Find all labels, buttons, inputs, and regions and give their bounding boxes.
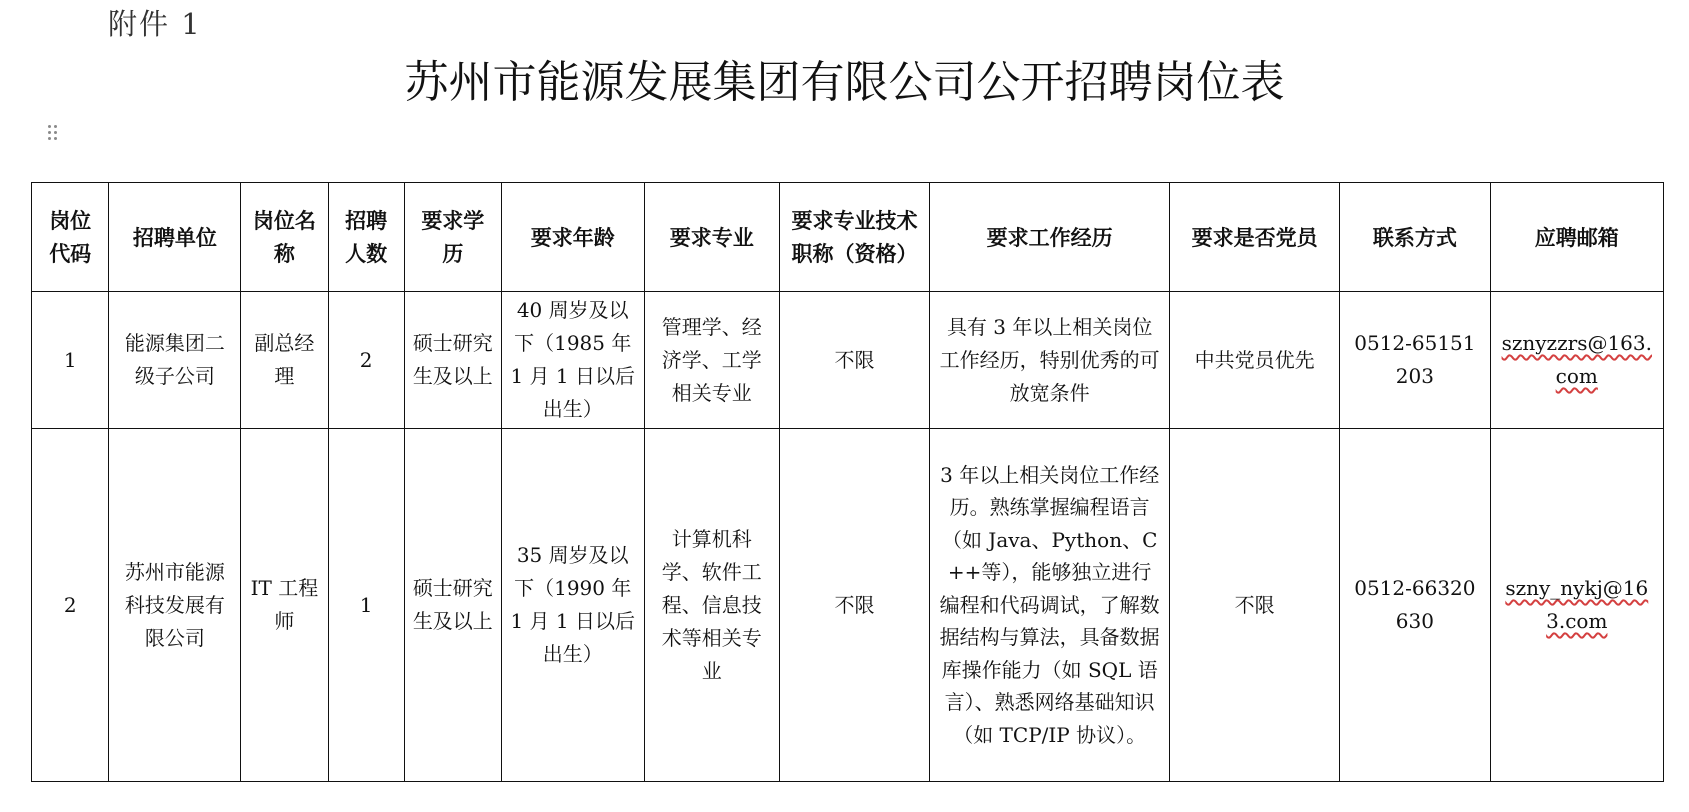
header-title-req: 要求专业技术职称（资格） [779,183,929,292]
cell-code: 1 [32,292,109,429]
email-link[interactable]: sznyzzrs@163.com [1501,331,1652,388]
email-link[interactable]: szny_nykj@163.com [1505,576,1649,633]
header-code: 岗位代码 [32,183,109,292]
table-move-handle-icon[interactable] [48,125,58,141]
job-table [31,182,1664,782]
cell-unit: 苏州市能源科技发展有限公司 [109,429,241,782]
attachment-label: 附件 1 [108,7,202,41]
header-count: 招聘人数 [328,183,404,292]
cell-experience: 3 年以上相关岗位工作经历。熟练掌握编程语言（如 Java、Python、C++等），能够独立进行编程和代码调试，了解数据结构与算法，具备数据库操作能力（如 SQL 语言）、熟悉网络基础知识（如 TCP/IP 协议）。 [930,429,1170,782]
header-age: 要求年龄 [501,183,644,292]
header-education: 要求学历 [404,183,501,292]
cell-position: IT 工程师 [241,429,328,782]
table-row [32,429,1664,782]
header-email: 应聘邮箱 [1490,183,1663,292]
cell-party: 不限 [1170,429,1340,782]
cell-party: 中共党员优先 [1170,292,1340,429]
cell-title-req: 不限 [779,292,929,429]
cell-unit: 能源集团二级子公司 [109,292,241,429]
header-contact: 联系方式 [1340,183,1490,292]
cell-education: 硕士研究生及以上 [404,429,501,782]
table-row [32,292,1664,429]
header-experience: 要求工作经历 [930,183,1170,292]
cell-email [1490,292,1663,429]
cell-major: 管理学、经济学、工学相关专业 [644,292,779,429]
page-title: 苏州市能源发展集团有限公司公开招聘岗位表 [404,57,1285,108]
cell-experience: 具有 3 年以上相关岗位工作经历，特别优秀的可放宽条件 [930,292,1170,429]
cell-code: 2 [32,429,109,782]
cell-contact: 0512-66320630 [1340,429,1490,782]
cell-position: 副总经理 [241,292,328,429]
header-position: 岗位名称 [241,183,328,292]
cell-title-req: 不限 [779,429,929,782]
header-major: 要求专业 [644,183,779,292]
cell-age: 35 周岁及以下（1990 年 1 月 1 日以后出生） [501,429,644,782]
cell-education: 硕士研究生及以上 [404,292,501,429]
cell-age: 40 周岁及以下（1985 年 1 月 1 日以后出生） [501,292,644,429]
cell-count: 1 [328,429,404,782]
header-party: 要求是否党员 [1170,183,1340,292]
table-header-row [32,183,1664,292]
cell-contact: 0512-65151203 [1340,292,1490,429]
cell-email [1490,429,1663,782]
cell-major: 计算机科学、软件工程、信息技术等相关专业 [644,429,779,782]
header-unit: 招聘单位 [109,183,241,292]
cell-count: 2 [328,292,404,429]
